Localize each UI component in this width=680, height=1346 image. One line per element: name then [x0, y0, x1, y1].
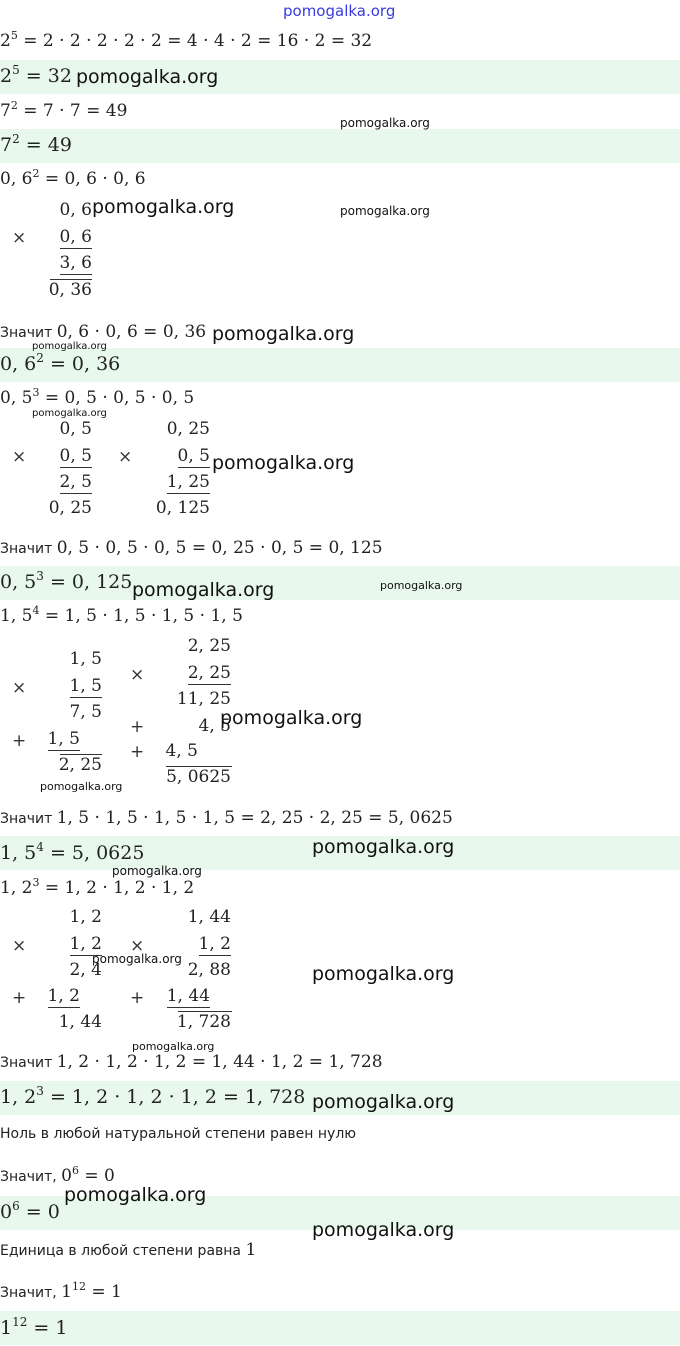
- column-partial: 3, 6: [59, 253, 92, 273]
- watermark: pomogalka.org: [312, 1091, 455, 1113]
- watermark: pomogalka.org: [212, 323, 355, 345]
- column-operand: 2, 25: [187, 636, 231, 656]
- equation-0-5-pow-3: 0, $5^3 = 0$, 5 · 0, 5 · 0, 5: [0, 386, 195, 408]
- times-sign: ×: [12, 447, 27, 467]
- plus-sign: +: [130, 717, 145, 737]
- answer-7-pow-2: $7^2 = 49$: [0, 132, 72, 156]
- column-result: 1, 44: [58, 1012, 102, 1032]
- column-operand: 0, 6: [59, 227, 92, 247]
- column-partial: 2, 88: [187, 960, 231, 980]
- equation-1-2-pow-3: 1, $2^3 = 1$, 2 · 1, 2 · 1, 2: [0, 876, 195, 898]
- column-line: [50, 279, 92, 280]
- column-result: 5, 0625: [166, 767, 231, 787]
- column-partial: 7, 5: [69, 702, 102, 722]
- watermark: pomogalka.org: [220, 707, 363, 729]
- watermark: pomogalka.org: [64, 1184, 207, 1206]
- conclusion-zero: Значит, $0^6 = 0$: [0, 1164, 115, 1186]
- watermark: pomogalka.org: [340, 204, 430, 218]
- column-partial: 4, 5: [165, 741, 198, 761]
- column-partial: 11, 25: [176, 689, 231, 709]
- conclusion-0-6: Значит 0, 6 · 0, 6 = 0, 36: [0, 322, 207, 342]
- watermark: pomogalka.org: [212, 452, 355, 474]
- watermark: pomogalka.org: [312, 963, 455, 985]
- top-watermark: pomogalka.org: [283, 2, 396, 20]
- plus-sign: +: [12, 988, 27, 1008]
- watermark: pomogalka.org: [340, 116, 430, 130]
- column-partial: 1, 25: [166, 472, 210, 492]
- plus-sign: +: [12, 731, 27, 751]
- column-partial: 2, 5: [59, 472, 92, 492]
- column-operand: 2, 25: [187, 663, 231, 683]
- rule-one-power: Единица в любой степени равна 1: [0, 1240, 257, 1260]
- column-operand: 0, 5: [177, 446, 210, 466]
- answer-2-pow-5: $2^5 = 32$: [0, 63, 72, 87]
- column-partial: 1, 44: [166, 986, 210, 1006]
- times-sign: ×: [130, 665, 145, 685]
- column-result: 0, 25: [48, 498, 92, 518]
- watermark: pomogalka.org: [92, 196, 235, 218]
- watermark: pomogalka.org: [76, 66, 219, 88]
- times-sign: ×: [12, 228, 27, 248]
- conclusion-1-5: Значит 1, 5 · 1, 5 · 1, 5 · 1, 5 = 2, 25 · 2, 25 = 5, 0625: [0, 808, 453, 828]
- watermark: pomogalka.org: [40, 780, 123, 793]
- watermark: pomogalka.org: [132, 579, 275, 601]
- watermark: pomogalka.org: [380, 579, 463, 592]
- conclusion-1-2: Значит 1, 2 · 1, 2 · 1, 2 = 1, 44 · 1, 2 = 1, 728: [0, 1052, 383, 1072]
- plus-sign: +: [130, 988, 145, 1008]
- rule-zero-power: Ноль в любой натуральной степени равен нулю: [0, 1126, 357, 1142]
- equation-7-pow-2: $7^2 = 7 \cdot 7 = 49$: [0, 99, 128, 121]
- watermark: pomogalka.org: [112, 864, 202, 878]
- answer-1-2-pow-3: 1, $2^3 = 1$, 2 · 1, 2 · 1, 2 = 1, 728: [0, 1084, 306, 1108]
- column-operand: 0, 25: [166, 419, 210, 439]
- watermark: pomogalka.org: [312, 1219, 455, 1241]
- answer-band-2: [0, 129, 680, 163]
- column-result: 0, 125: [155, 498, 210, 518]
- column-result: 2, 25: [58, 755, 102, 775]
- answer-zero-pow-6: $0^6 = 0$: [0, 1199, 60, 1223]
- column-operand: 1, 5: [69, 676, 102, 696]
- column-operand: 0, 5: [59, 419, 92, 439]
- watermark: pomogalka.org: [32, 341, 107, 352]
- answer-0-6-pow-2: 0, $6^2 = 0$, 36: [0, 351, 121, 375]
- column-partial: 1, 2: [47, 986, 80, 1006]
- answer-one-pow-12: $1^{12} = 1$: [0, 1315, 68, 1339]
- column-operand: 1, 2: [69, 907, 102, 927]
- column-partial: 2, 4: [69, 960, 102, 980]
- equation-0-6-pow-2: 0, $6^2 = 0$, 6 · 0, 6: [0, 167, 146, 189]
- answer-band-8: [0, 1311, 680, 1345]
- watermark: pomogalka.org: [132, 1040, 215, 1053]
- times-sign: ×: [12, 678, 27, 698]
- plus-sign: +: [130, 742, 145, 762]
- column-operand: 1, 2: [69, 934, 102, 954]
- column-result: 1, 728: [176, 1012, 231, 1032]
- watermark: pomogalka.org: [312, 836, 455, 858]
- watermark: pomogalka.org: [32, 408, 107, 419]
- times-sign: ×: [118, 447, 133, 467]
- column-operand: 1, 44: [187, 907, 231, 927]
- column-operand: 1, 5: [69, 649, 102, 669]
- equation-2-pow-5: $2^5 = 2 \cdot 2 \cdot 2 \cdot 2 \cdot 2 = 4 \cdot 4 \cdot 2 = 16 \cdot 2 = 32$: [0, 29, 373, 51]
- conclusion-0-5: Значит 0, 5 · 0, 5 · 0, 5 = 0, 25 · 0, 5 = 0, 125: [0, 538, 383, 558]
- column-operand: 1, 2: [198, 934, 231, 954]
- column-operand: 0, 6: [59, 200, 92, 220]
- column-partial: 4, 5: [198, 716, 231, 736]
- column-operand: 0, 5: [59, 446, 92, 466]
- equation-1-5-pow-4: 1, $5^4 = 1$, 5 · 1, 5 · 1, 5 · 1, 5: [0, 604, 243, 626]
- watermark: pomogalka.org: [92, 952, 182, 966]
- times-sign: ×: [130, 936, 145, 956]
- column-result: 0, 36: [48, 280, 92, 300]
- times-sign: ×: [12, 936, 27, 956]
- answer-1-5-pow-4: 1, $5^4 = 5$, 0625: [0, 840, 145, 864]
- column-partial: 1, 5: [47, 729, 80, 749]
- answer-0-5-pow-3: 0, $5^3 = 0$, 125: [0, 569, 133, 593]
- conclusion-one: Значит, $1^{12} = 1$: [0, 1280, 122, 1302]
